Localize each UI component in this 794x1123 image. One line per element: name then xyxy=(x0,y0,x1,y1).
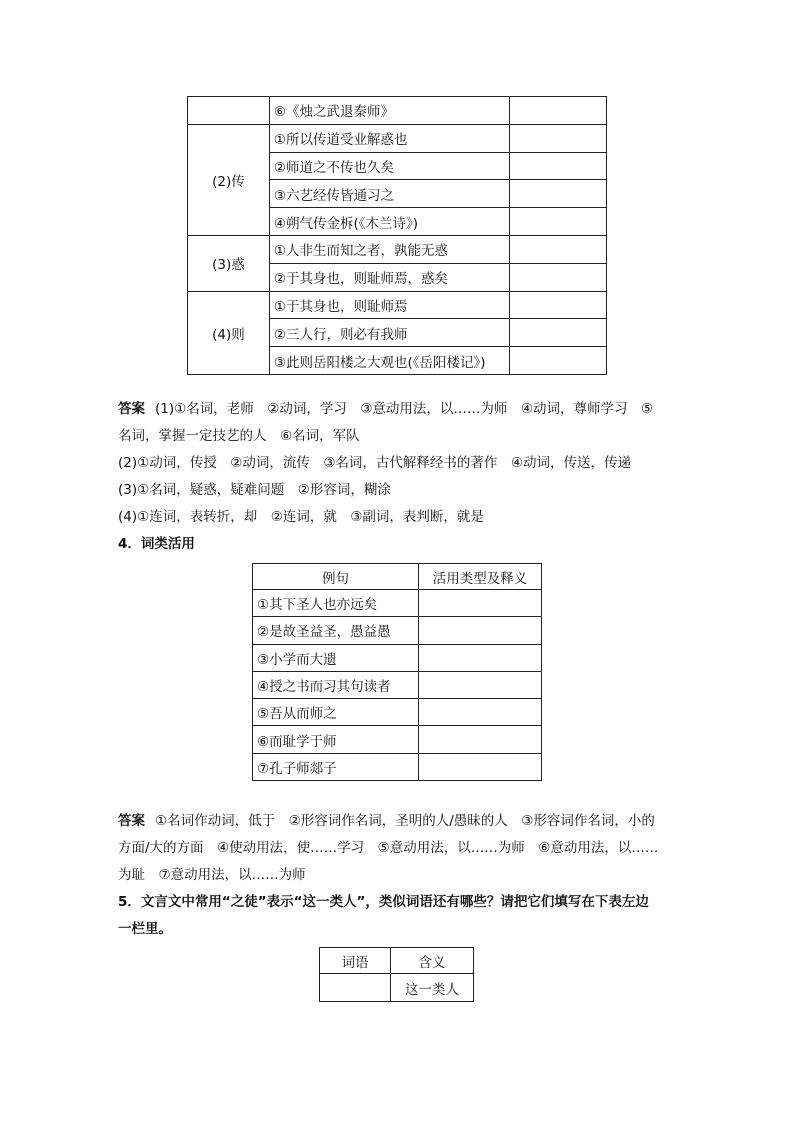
blank-cell[interactable] xyxy=(510,124,607,152)
table-row xyxy=(253,671,542,698)
table-row xyxy=(253,590,542,617)
column-header: 词语 xyxy=(320,948,391,974)
word-meaning-table xyxy=(187,96,607,375)
blank-cell[interactable] xyxy=(419,644,542,671)
blank-cell[interactable] xyxy=(510,180,607,208)
table-header-row xyxy=(320,948,474,974)
answer-label: 答案 xyxy=(118,401,145,417)
example-cell: ①人非生而知之者，孰能无惑 xyxy=(269,235,509,263)
table-row xyxy=(253,699,542,726)
table-row xyxy=(253,726,542,753)
example-cell: ①于其身也，则耻师焉 xyxy=(269,291,509,319)
answer-line: 名词，掌握一定技艺的人 ⑥名词，军队 xyxy=(118,428,360,444)
answer-line: 方面/大的方面 ④使动用法，使……学习 ⑤意动用法，以……为师 ⑥意动用法，以…… xyxy=(118,840,659,856)
column-header: 活用类型及释义 xyxy=(419,564,542,590)
blank-cell[interactable] xyxy=(419,617,542,644)
answer-label: 答案 xyxy=(118,813,145,829)
example-cell: ③六艺经传皆通习之 xyxy=(269,180,509,208)
table-row xyxy=(253,617,542,644)
word-cell: (2)传 xyxy=(188,124,270,235)
example-cell: ②于其身也，则耻师焉，惑矣 xyxy=(269,263,509,291)
example-cell: ④朔气传金柝(《木兰诗》) xyxy=(269,208,509,236)
sentence-cell: ④授之书而习其句读者 xyxy=(253,671,419,698)
meaning-cell: 这一类人 xyxy=(391,974,474,1002)
blank-cell[interactable] xyxy=(510,291,607,319)
example-cell: ③此则岳阳楼之大观也(《岳阳楼记》) xyxy=(269,347,509,375)
table-row xyxy=(320,974,474,1002)
table-row xyxy=(253,644,542,671)
sentence-cell: ①其下圣人也亦远矣 xyxy=(253,590,419,617)
example-cell: ①所以传道受业解惑也 xyxy=(269,124,509,152)
table-row xyxy=(188,124,607,152)
blank-cell[interactable] xyxy=(510,319,607,347)
table-row xyxy=(188,235,607,263)
answer-line: (4)①连词，表转折，却 ②连词，就 ③副词，表判断，就是 xyxy=(118,509,484,525)
answer-text: ①名词作动词，低于 ②形容词作名词，圣明的人/愚昧的人 ③形容词作名词，小的 xyxy=(155,813,655,829)
word-cell: (4)则 xyxy=(188,291,270,374)
blank-cell[interactable] xyxy=(510,347,607,375)
example-cell: ②师道之不传也久矣 xyxy=(269,152,509,180)
column-header: 例句 xyxy=(253,564,419,590)
blank-cell[interactable] xyxy=(510,263,607,291)
blank-cell[interactable] xyxy=(510,235,607,263)
blank-cell[interactable] xyxy=(419,726,542,753)
answer-line: (2)①动词，传授 ②动词，流传 ③名词，古代解释经书的著作 ④动词，传送，传递 xyxy=(118,455,632,471)
answer-line: 为耻 ⑦意动用法，以……为师 xyxy=(118,867,306,883)
sentence-cell: ⑥而耻学于师 xyxy=(253,726,419,753)
table-row xyxy=(253,753,542,780)
table-row xyxy=(188,97,607,125)
blank-cell[interactable] xyxy=(419,590,542,617)
word-cell xyxy=(188,97,270,125)
section-heading: 4．词类活用 xyxy=(118,536,195,552)
answer-line xyxy=(118,396,683,423)
blank-cell[interactable] xyxy=(510,97,607,125)
question-text: 一栏里。 xyxy=(118,921,172,937)
answer-line xyxy=(118,808,683,835)
sentence-cell: ⑤吾从而师之 xyxy=(253,699,419,726)
table-header-row xyxy=(253,564,542,590)
blank-cell[interactable] xyxy=(419,753,542,780)
answer-line: (3)①名词，疑惑，疑难问题 ②形容词，糊涂 xyxy=(118,482,391,498)
synonym-table xyxy=(319,947,474,1002)
question-text: 5．文言文中常用“之徒”表示“这一类人”，类似词语还有哪些？请把它们填写在下表左边 xyxy=(118,894,649,910)
example-cell: ⑥《烛之武退秦师》 xyxy=(269,97,509,125)
word-cell: (3)惑 xyxy=(188,235,270,291)
word-class-table xyxy=(252,563,542,781)
column-header: 含义 xyxy=(391,948,474,974)
sentence-cell: ③小学而大遗 xyxy=(253,644,419,671)
blank-cell[interactable] xyxy=(510,152,607,180)
blank-cell[interactable] xyxy=(320,974,391,1002)
blank-cell[interactable] xyxy=(419,671,542,698)
example-cell: ②三人行，则必有我师 xyxy=(269,319,509,347)
answer-text: (1)①名词，老师 ②动词，学习 ③意动用法，以……为师 ④动词，尊师学习 ⑤ xyxy=(155,401,654,417)
blank-cell[interactable] xyxy=(510,208,607,236)
sentence-cell: ②是故圣益圣，愚益愚 xyxy=(253,617,419,644)
table-row xyxy=(188,291,607,319)
blank-cell[interactable] xyxy=(419,699,542,726)
sentence-cell: ⑦孔子师郯子 xyxy=(253,753,419,780)
